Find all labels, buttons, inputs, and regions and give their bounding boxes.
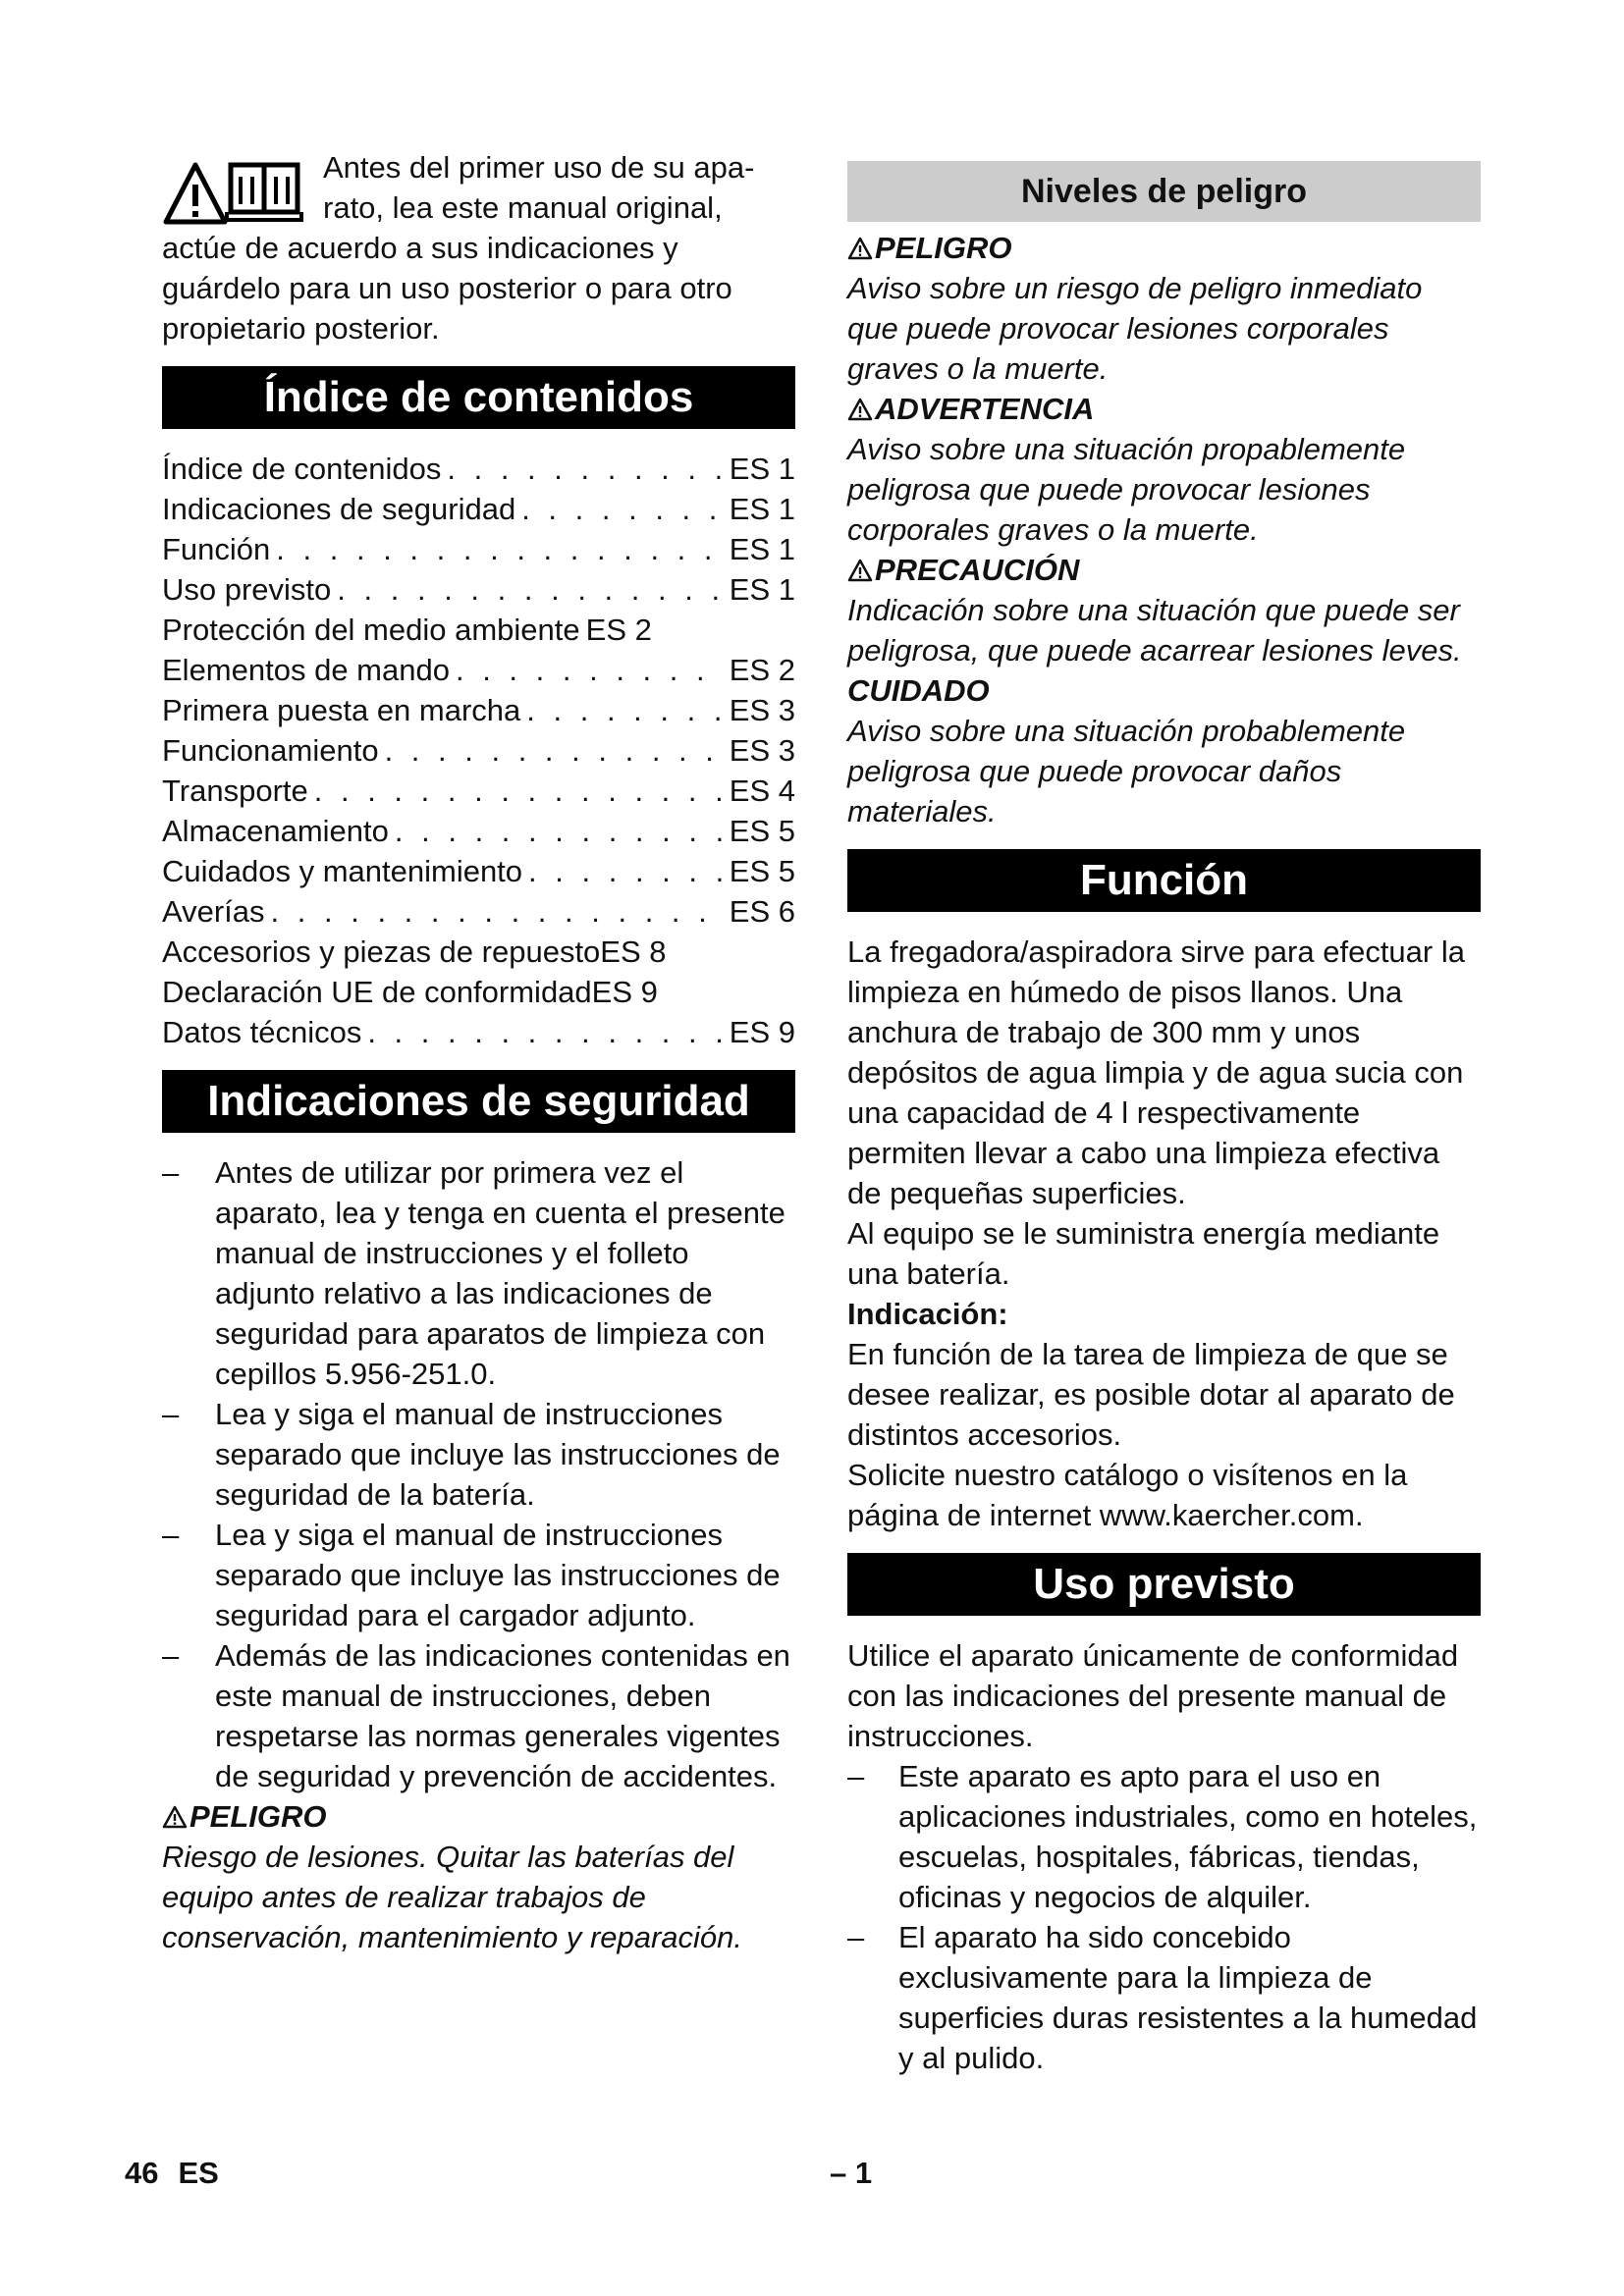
toc-entry-page: ES 8 [600, 934, 667, 969]
safety-heading: Indicaciones de seguridad [162, 1070, 795, 1133]
uso-paragraph: Utilice el aparato únicamente de conformidad con las indicaciones del presente manual de instrucciones. [847, 1638, 1459, 1753]
page-footer [125, 2156, 239, 2191]
funcion-paragraph: Al equipo se le suministra energía mediante una batería. [847, 1216, 1440, 1291]
toc-entry-title: Funcionamiento [162, 733, 379, 768]
toc-entry[interactable] [162, 650, 795, 690]
toc-entry[interactable] [162, 932, 795, 972]
warning-icon [847, 398, 873, 421]
toc-leader [308, 771, 724, 811]
toc-entry-page: ES 1 [729, 492, 795, 526]
warning-icon [847, 559, 873, 582]
uso-item: – Este aparato es apto para el uso en aplicaciones industriales, como en hoteles, escuelas, hospitales, fábricas, tiendas, oficinas y negocios de alquiler. [847, 1756, 1481, 1917]
uso-item: – El aparato ha sido concebido exclusivamente para la limpieza de superficies duras resistentes a la humedad y al pulido. [847, 1917, 1481, 2078]
toc-list [162, 449, 795, 1052]
hazard-level [847, 670, 1481, 831]
right-column [847, 147, 1481, 2078]
toc-entry-title: Declaración UE de conformidad [162, 975, 592, 1009]
toc-entry-title: Averías [162, 894, 265, 929]
toc-entry-page: ES 3 [729, 733, 795, 768]
toc-entry[interactable] [162, 489, 795, 529]
hazard-title [847, 550, 1481, 590]
hazard-text: Aviso sobre una situación propablemente peligrosa que puede provocar lesiones corporales graves o la muerte. [847, 432, 1406, 547]
toc-heading: Índice de contenidos [162, 366, 795, 429]
toc-leader [361, 1012, 723, 1052]
toc-entry-page: ES 1 [729, 532, 795, 566]
toc-entry-page: ES 9 [729, 1015, 795, 1049]
safety-list [162, 1152, 795, 1796]
toc-entry-title: Protección del medio ambiente [162, 613, 580, 647]
hazard-level [847, 389, 1481, 550]
toc-entry[interactable] [162, 851, 795, 891]
intro-block [162, 147, 795, 348]
language-code: ES [178, 2156, 219, 2190]
toc-entry[interactable] [162, 569, 795, 610]
toc-entry[interactable] [162, 730, 795, 771]
funcion-paragraph: La fregadora/aspiradora sirve para efectuar la limpieza en húmedo de pisos llanos. Una anchura de trabajo de 300 mm y unos depósitos de agua limpia y de agua sucia con una capacidad de 4 l respectivamente permiten llevar a cabo una limpieza efectiva de pequeñas superficies. [847, 934, 1465, 1210]
toc-entry[interactable] [162, 1012, 795, 1052]
toc-leader [270, 529, 723, 569]
safety-item: – Lea y siga el manual de instrucciones separado que incluye las instrucciones de seguridad de la batería. [162, 1394, 795, 1515]
warning-icon [162, 1805, 188, 1829]
funcion-heading: Función [847, 849, 1481, 912]
toc-entry-page: ES 2 [729, 653, 795, 687]
safety-danger-label: PELIGRO [189, 1799, 327, 1834]
toc-entry-page: ES 5 [729, 814, 795, 848]
toc-entry-page: ES 9 [591, 975, 658, 1009]
toc-entry-title: Almacenamiento [162, 814, 389, 848]
toc-entry[interactable] [162, 771, 795, 811]
funcion-note-label: Indicación: [847, 1297, 1008, 1331]
toc-entry-title: Accesorios y piezas de repuesto [162, 934, 601, 969]
toc-entry[interactable] [162, 610, 795, 650]
safety-item: – Antes de utilizar por primera vez el aparato, lea y tenga en cuenta el presente manual de instrucciones y el folleto adjunto relativo a las indicaciones de seguridad para aparatos de limpieza con cepillos 5.956-251.0. [162, 1152, 795, 1394]
toc-entry-title: Primera puesta en marcha [162, 693, 521, 727]
hazard-text: Indicación sobre una situación que puede ser peligrosa, que puede acarrear lesiones leves. [847, 593, 1462, 667]
hazard-heading: Niveles de peligro [847, 161, 1481, 222]
toc-entry[interactable] [162, 449, 795, 489]
hazard-title [847, 389, 1481, 429]
toc-entry-title: Datos técnicos [162, 1015, 362, 1049]
hazard-title [847, 228, 1481, 268]
toc-entry-page: ES 1 [729, 572, 795, 607]
warning-manual-icon [162, 151, 309, 230]
toc-entry-page: ES 5 [729, 854, 795, 888]
hazard-label: PRECAUCIÓN [875, 553, 1080, 587]
toc-leader [520, 690, 724, 730]
toc-leader [450, 650, 724, 690]
toc-entry-page: ES 1 [729, 452, 795, 486]
page-number: 46 [125, 2156, 159, 2190]
toc-leader [522, 851, 724, 891]
toc-entry[interactable] [162, 891, 795, 932]
section-page-number: – 1 [830, 2156, 873, 2190]
funcion-paragraph: En función de la tarea de limpieza de que se desee realizar, es posible dotar al aparato de distintos accesorios. [847, 1337, 1455, 1452]
toc-leader [515, 489, 724, 529]
hazard-label: ADVERTENCIA [875, 392, 1095, 426]
safety-danger-text: Riesgo de lesiones. Quitar las baterías del equipo antes de realizar trabajos de conservación, mantenimiento y reparación. [162, 1840, 743, 1954]
intro-line-2: rato, lea este manual original, [323, 190, 723, 225]
safety-danger-title [162, 1796, 795, 1837]
toc-entry-title: Indicaciones de seguridad [162, 492, 516, 526]
toc-leader [389, 811, 724, 851]
toc-entry[interactable] [162, 972, 795, 1012]
funcion-paragraph: Solicite nuestro catálogo o visítenos en la página de internet www.kaercher.com. [847, 1458, 1408, 1532]
toc-entry-title: Cuidados y mantenimiento [162, 854, 523, 888]
toc-entry-page: ES 6 [729, 894, 795, 929]
toc-leader [265, 891, 724, 932]
uso-heading: Uso previsto [847, 1553, 1481, 1616]
toc-entry-page: ES 2 [585, 613, 652, 647]
hazard-level [847, 550, 1481, 670]
hazard-label: PELIGRO [875, 231, 1012, 265]
left-column [162, 147, 795, 1957]
toc-entry-title: Transporte [162, 774, 308, 808]
warning-icon [847, 237, 873, 260]
intro-text: actúe de acuerdo a sus indicaciones y guárdelo para un uso posterior o para otro propietario posterior. [162, 231, 732, 346]
hazard-label: CUIDADO [847, 673, 990, 708]
toc-entry-page: ES 4 [729, 774, 795, 808]
safety-item: – Lea y siga el manual de instrucciones separado que incluye las instrucciones de seguridad para el cargador adjunto. [162, 1515, 795, 1635]
toc-entry-title: Índice de contenidos [162, 452, 442, 486]
intro-line-1: Antes del primer uso de su apa- [323, 150, 755, 185]
toc-entry[interactable] [162, 690, 795, 730]
toc-entry-title: Uso previsto [162, 572, 332, 607]
safety-item: – Además de las indicaciones contenidas en este manual de instrucciones, deben respetarse las normas generales vigentes de seguridad y prevención de accidentes. [162, 1635, 795, 1796]
toc-leader [441, 449, 723, 489]
toc-entry-title: Función [162, 532, 271, 566]
toc-leader [379, 730, 724, 771]
toc-entry-title: Elementos de mando [162, 653, 450, 687]
hazard-text: Aviso sobre un riesgo de peligro inmediato que puede provocar lesiones corporales graves o la muerte. [847, 271, 1423, 386]
hazard-level [847, 228, 1481, 389]
toc-entry-page: ES 3 [729, 693, 795, 727]
toc-entry[interactable] [162, 811, 795, 851]
toc-leader [331, 569, 723, 610]
toc-entry[interactable] [162, 529, 795, 569]
hazard-text: Aviso sobre una situación probablemente peligrosa que puede provocar daños materiales. [847, 714, 1406, 828]
hazard-title [847, 670, 1481, 711]
